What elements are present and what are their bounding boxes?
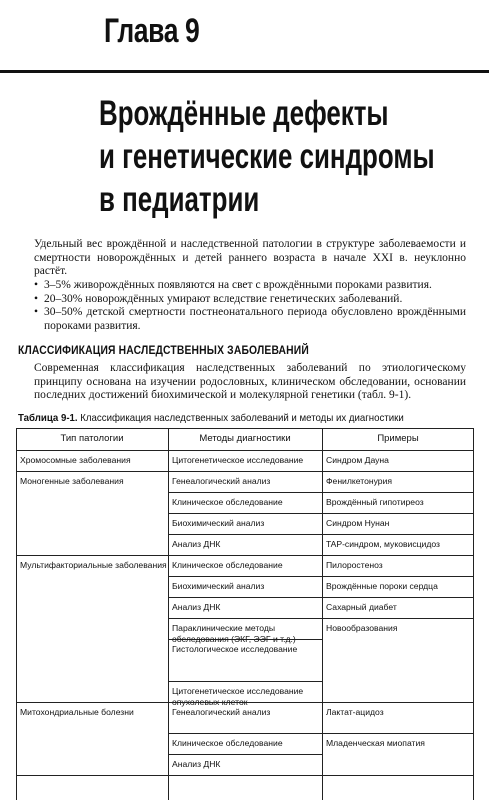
list-item-text: 3–5% живорождённых появляются на свет с врождёнными пороками развития. xyxy=(44,279,432,291)
list-item xyxy=(34,306,466,333)
table-cell-example: Младенческая миопатия xyxy=(326,738,425,748)
table-row-divider xyxy=(168,492,322,493)
section-paragraph: Современная классификация наследственных заболеваний по этиологическому принципу основана на изучении родословных, клиническом обследовании, основании последних достижений биохимической и молекулярной генетики (табл. 9-1). xyxy=(34,362,466,401)
bullet-icon: • xyxy=(34,292,39,305)
list-item-text: 20–30% новорождённых умирают вследствие генетических заболеваний. xyxy=(44,292,403,305)
table-row-divider xyxy=(16,555,168,556)
main-title-line: в педиатрии xyxy=(99,180,260,219)
table-cell-example: Сахарный диабет xyxy=(326,602,397,612)
table-cell-example: Врождённые пороки сердца xyxy=(326,581,438,591)
table-cell-type: Хромосомные заболевания xyxy=(20,455,131,465)
bullet-icon: • xyxy=(34,279,39,291)
table-row-divider xyxy=(168,639,322,640)
table-row-divider xyxy=(322,597,474,598)
intro-paragraph: Удельный вес врождённой и наследственной патологии в структуре заболеваемости и смертности новорождённых и детей раннего возраста в начале XXI в. неуклонно растёт. xyxy=(34,238,466,277)
bullet-list xyxy=(34,279,466,333)
table-cell-method: Клиническое обследование xyxy=(172,738,283,748)
table-row-divider xyxy=(322,555,474,556)
table-cell-method: Биохимический анализ xyxy=(172,581,265,591)
table-cell-method: Цитогенетическое исследование xyxy=(172,686,304,696)
table-row-divider xyxy=(168,597,322,598)
main-title xyxy=(99,92,435,221)
table-cell-example: Фенилкетонурия xyxy=(326,476,393,486)
table-header-cell: Методы диагностики xyxy=(199,433,291,444)
table-cell-type: Моногенные заболевания xyxy=(20,476,124,486)
table-row-divider xyxy=(168,702,322,703)
table-row-divider xyxy=(168,576,322,577)
table-caption xyxy=(18,412,404,424)
table-caption-text: Классификация наследственных заболеваний и методы их диагностики xyxy=(77,412,404,424)
table-cell-method: Параклинические методы xyxy=(172,623,276,633)
table-cell-type: Мультифакториальные заболевания xyxy=(20,560,167,570)
table-row-divider xyxy=(168,754,322,755)
table-cell-method: Биохимический анализ xyxy=(172,518,265,528)
table-row-divider xyxy=(168,471,322,472)
table-cell-method: Клиническое обследование xyxy=(172,560,283,570)
table-cell-example: Пилоростеноз xyxy=(326,560,383,570)
table-header-cell: Примеры xyxy=(377,433,419,444)
table-header-divider xyxy=(16,450,474,451)
list-item xyxy=(34,293,466,307)
table-cell-method: Генеалогический анализ xyxy=(172,476,271,486)
list-item-text: 30–50% детской смертности постнеонатального периода обусловлено врождёнными пороками развития. xyxy=(44,306,466,332)
table-row-divider xyxy=(168,534,322,535)
table-row-divider xyxy=(322,618,474,619)
table-cell-example: Лактат-ацидоз xyxy=(326,707,384,717)
table-caption-label: Таблица 9-1. xyxy=(18,412,78,424)
table-row-divider xyxy=(322,733,474,734)
table-row-divider xyxy=(168,618,322,619)
table-row-divider xyxy=(16,775,168,776)
table-header-cell: Тип патологии xyxy=(60,433,124,444)
table-row-divider xyxy=(168,733,322,734)
table-cell-example: Врождённый гипотиреоз xyxy=(326,497,424,507)
table-cell-method: Анализ ДНК xyxy=(172,539,221,549)
table-cell-type: Митохондриальные болезни xyxy=(20,707,134,717)
table-row-divider xyxy=(322,471,474,472)
table-cell-method: Клиническое обследование xyxy=(172,497,283,507)
list-item xyxy=(34,279,466,293)
table-row-divider xyxy=(16,471,168,472)
table-row-divider xyxy=(322,534,474,535)
bullet-icon: • xyxy=(34,306,39,318)
table-row-divider xyxy=(168,555,322,556)
classification-table xyxy=(16,428,474,800)
chapter-divider xyxy=(0,70,489,73)
table-column-divider xyxy=(322,428,323,800)
main-title-line: и генетические синдромы xyxy=(99,137,435,176)
table-column-divider xyxy=(168,428,169,800)
table-cell-example: Новообразования xyxy=(326,623,398,633)
table-cell-example: Синдром Дауна xyxy=(326,455,389,465)
table-cell-method: Генеалогический анализ xyxy=(172,707,271,717)
main-title-line: Врождённые дефекты xyxy=(99,94,389,133)
table-cell-method: Гистологическое исследование xyxy=(172,644,298,654)
table-cell-method: Цитогенетическое исследование xyxy=(172,455,304,465)
table-row-divider xyxy=(168,775,322,776)
table-row-divider xyxy=(168,513,322,514)
table-column-divider xyxy=(473,428,474,800)
chapter-title: Глава 9 xyxy=(104,12,200,50)
chapter-header xyxy=(0,0,489,72)
table-cell-method: Анализ ДНК xyxy=(172,759,221,769)
table-row-divider xyxy=(16,702,168,703)
table-cell-example: TAP-синдром, муковисцидоз xyxy=(326,539,440,549)
table-row-divider xyxy=(322,702,474,703)
table-row-divider xyxy=(322,492,474,493)
table-cell-method: Анализ ДНК xyxy=(172,602,221,612)
table-column-divider xyxy=(16,428,17,800)
table-row-divider xyxy=(322,775,474,776)
table-border xyxy=(16,428,474,429)
table-row-divider xyxy=(322,513,474,514)
table-row-divider xyxy=(322,576,474,577)
table-cell-example: Синдром Нунан xyxy=(326,518,390,528)
section-heading: КЛАССИФИКАЦИЯ НАСЛЕДСТВЕННЫХ ЗАБОЛЕВАНИЙ xyxy=(18,343,309,357)
table-row-divider xyxy=(168,681,322,682)
